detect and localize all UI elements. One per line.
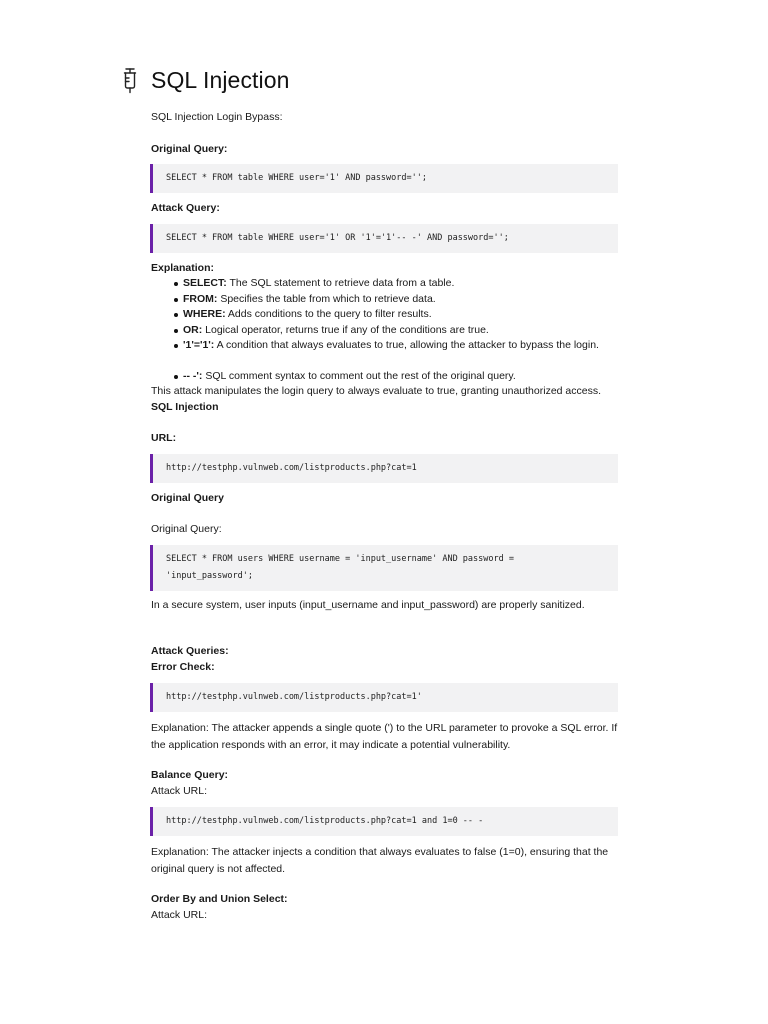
list-item: OR: Logical operator, returns true if any of the conditions are true.	[183, 323, 631, 339]
error-check-label: Error Check:	[151, 660, 215, 673]
balance-query-label: Balance Query:	[151, 769, 229, 781]
list-item: '1'='1': A condition that always evaluates to true, allowing the attacker to bypass the login.	[183, 338, 631, 354]
original-query-label: Original Query:	[151, 142, 228, 155]
users-query-code: SELECT * FROM users WHERE username = 'input_username' AND password = 'input_password';	[150, 545, 618, 591]
balance-url-label: Attack URL:	[151, 784, 208, 797]
main-content	[151, 110, 631, 923]
list-item: FROM: Specifies the table from which to retrieve data.	[183, 292, 631, 308]
original-query-code: SELECT * FROM table WHERE user='1' AND password='';	[150, 164, 618, 193]
error-explanation: Explanation: The attacker appends a single quote (') to the URL parameter to provoke a SQL error. If the application responds with an error, it may indicate a potential vulnerability.	[151, 722, 618, 751]
order-url-label: Attack URL:	[151, 908, 208, 921]
attack-query-code: SELECT * FROM table WHERE user='1' OR '1'='1'-- -' AND password='';	[150, 224, 618, 253]
secure-note: In a secure system, user inputs (input_username and input_password) are properly sanitized.	[151, 598, 585, 611]
explanation-list	[151, 276, 631, 384]
url-label: URL:	[151, 432, 177, 444]
order-by-label: Order By and Union Select:	[151, 893, 288, 905]
balance-query-code: http://testphp.vulnweb.com/listproducts.php?cat=1 and 1=0 -- -	[150, 807, 618, 836]
title-row	[120, 64, 290, 96]
original-query-heading: Original Query	[151, 491, 224, 504]
page-title: SQL Injection	[151, 66, 290, 93]
intro-text: SQL Injection Login Bypass:	[151, 111, 283, 123]
list-item: WHERE: Adds conditions to the query to filter results.	[183, 307, 631, 323]
url-code: http://testphp.vulnweb.com/listproducts.php?cat=1	[150, 454, 618, 483]
syringe-icon	[120, 66, 140, 94]
error-check-code: http://testphp.vulnweb.com/listproducts.php?cat=1'	[150, 683, 618, 712]
original-query-label-2: Original Query:	[151, 523, 222, 535]
section-heading: SQL Injection	[151, 400, 219, 413]
summary-text: This attack manipulates the login query to always evaluate to true, granting unauthorized access.	[151, 385, 602, 397]
explanation-label: Explanation:	[151, 261, 215, 274]
list-item: -- -': SQL comment syntax to comment out the rest of the original query.	[183, 369, 631, 385]
list-item: SELECT: The SQL statement to retrieve data from a table.	[183, 276, 631, 292]
attack-query-label: Attack Query:	[151, 202, 220, 214]
attack-queries-label: Attack Queries:	[151, 645, 229, 657]
balance-explanation: Explanation: The attacker injects a condition that always evaluates to false (1=0), ensuring that the original query is not affected.	[151, 846, 609, 875]
